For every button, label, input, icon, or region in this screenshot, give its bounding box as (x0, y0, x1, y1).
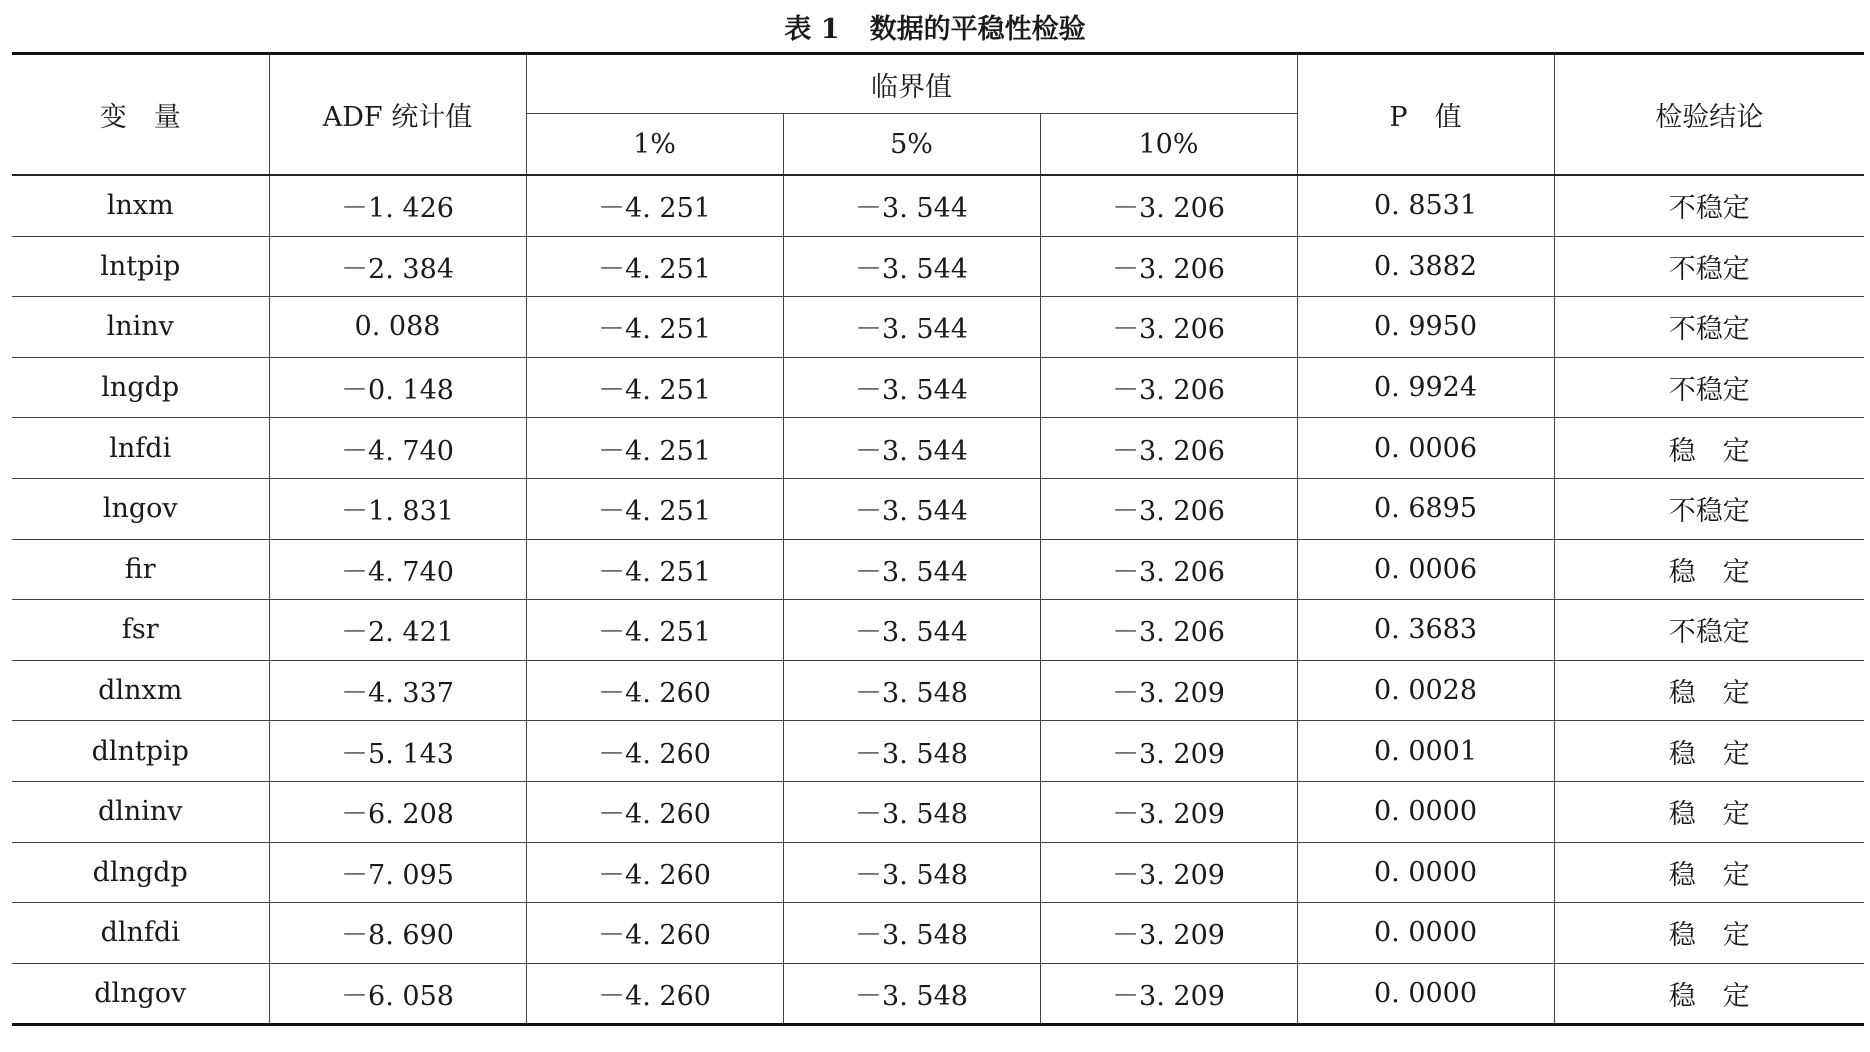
table-caption (0, 6, 1870, 46)
cell-critical-5pct: －3. 548 (783, 721, 1040, 782)
header-critical-value: 临界值 (526, 54, 1297, 114)
cell-critical-1pct: －4. 251 (526, 539, 783, 600)
cell-adf-statistic: －4. 740 (269, 539, 526, 600)
header-critical-1pct: 1% (526, 114, 783, 176)
cell-adf-statistic: －1. 426 (269, 175, 526, 236)
cell-critical-1pct: －4. 260 (526, 963, 783, 1025)
header-critical-5pct: 5% (783, 114, 1040, 176)
cell-conclusion: 稳 定 (1554, 660, 1864, 721)
cell-p-value: 0. 9924 (1297, 357, 1554, 418)
cell-adf-statistic: －1. 831 (269, 478, 526, 539)
cell-critical-5pct: －3. 544 (783, 175, 1040, 236)
cell-critical-5pct: －3. 544 (783, 357, 1040, 418)
cell-critical-10pct: －3. 206 (1040, 297, 1297, 358)
cell-conclusion: 不稳定 (1554, 357, 1864, 418)
table-row (12, 175, 1864, 236)
cell-p-value: 0. 9950 (1297, 297, 1554, 358)
table-row (12, 418, 1864, 479)
cell-critical-1pct: －4. 251 (526, 357, 783, 418)
table-row (12, 236, 1864, 297)
cell-conclusion: 不稳定 (1554, 175, 1864, 236)
table-row (12, 842, 1864, 903)
cell-critical-5pct: －3. 544 (783, 600, 1040, 661)
cell-adf-statistic: －7. 095 (269, 842, 526, 903)
cell-variable: lngdp (12, 357, 269, 418)
cell-critical-10pct: －3. 206 (1040, 175, 1297, 236)
cell-critical-5pct: －3. 548 (783, 903, 1040, 964)
cell-critical-1pct: －4. 260 (526, 660, 783, 721)
cell-variable: dlnfdi (12, 903, 269, 964)
cell-critical-1pct: －4. 251 (526, 236, 783, 297)
cell-variable: fir (12, 539, 269, 600)
cell-critical-1pct: －4. 251 (526, 297, 783, 358)
cell-p-value: 0. 0000 (1297, 842, 1554, 903)
cell-p-value: 0. 0000 (1297, 903, 1554, 964)
table-body (12, 175, 1864, 1025)
cell-critical-5pct: －3. 548 (783, 842, 1040, 903)
cell-p-value: 0. 6895 (1297, 478, 1554, 539)
cell-critical-10pct: －3. 209 (1040, 903, 1297, 964)
cell-critical-1pct: －4. 260 (526, 721, 783, 782)
header-critical-10pct: 10% (1040, 114, 1297, 176)
table-row (12, 600, 1864, 661)
cell-conclusion: 稳 定 (1554, 721, 1864, 782)
cell-critical-1pct: －4. 251 (526, 478, 783, 539)
cell-critical-5pct: －3. 544 (783, 539, 1040, 600)
table-row (12, 903, 1864, 964)
cell-p-value: 0. 0028 (1297, 660, 1554, 721)
cell-critical-5pct: －3. 544 (783, 297, 1040, 358)
cell-conclusion: 稳 定 (1554, 842, 1864, 903)
table-number: 表 1 (784, 13, 840, 45)
cell-p-value: 0. 3882 (1297, 236, 1554, 297)
cell-critical-10pct: －3. 206 (1040, 418, 1297, 479)
cell-critical-1pct: －4. 251 (526, 600, 783, 661)
cell-critical-10pct: －3. 206 (1040, 600, 1297, 661)
cell-adf-statistic: －0. 148 (269, 357, 526, 418)
cell-conclusion: 稳 定 (1554, 781, 1864, 842)
cell-variable: lntpip (12, 236, 269, 297)
cell-critical-1pct: －4. 260 (526, 842, 783, 903)
cell-conclusion: 不稳定 (1554, 236, 1864, 297)
cell-conclusion: 稳 定 (1554, 418, 1864, 479)
cell-critical-1pct: －4. 251 (526, 175, 783, 236)
cell-critical-1pct: －4. 260 (526, 781, 783, 842)
cell-adf-statistic: －4. 740 (269, 418, 526, 479)
cell-p-value: 0. 0001 (1297, 721, 1554, 782)
header-variable: 变 量 (12, 54, 269, 176)
table-row (12, 297, 1864, 358)
header-adf-statistic: ADF 统计值 (269, 54, 526, 176)
cell-adf-statistic: 0. 088 (269, 297, 526, 358)
cell-conclusion: 稳 定 (1554, 963, 1864, 1025)
cell-critical-5pct: －3. 544 (783, 478, 1040, 539)
cell-variable: dlngdp (12, 842, 269, 903)
cell-variable: dlninv (12, 781, 269, 842)
cell-critical-10pct: －3. 209 (1040, 842, 1297, 903)
cell-adf-statistic: －5. 143 (269, 721, 526, 782)
cell-p-value: 0. 0006 (1297, 539, 1554, 600)
cell-critical-1pct: －4. 251 (526, 418, 783, 479)
table-title: 数据的平稳性检验 (869, 13, 1086, 45)
cell-adf-statistic: －2. 384 (269, 236, 526, 297)
cell-critical-5pct: －3. 544 (783, 418, 1040, 479)
cell-adf-statistic: －8. 690 (269, 903, 526, 964)
cell-critical-10pct: －3. 206 (1040, 236, 1297, 297)
table-row (12, 660, 1864, 721)
cell-variable: dlngov (12, 963, 269, 1025)
cell-critical-10pct: －3. 206 (1040, 478, 1297, 539)
cell-adf-statistic: －4. 337 (269, 660, 526, 721)
cell-critical-10pct: －3. 209 (1040, 660, 1297, 721)
cell-conclusion: 稳 定 (1554, 903, 1864, 964)
stationarity-test-table (12, 52, 1864, 1026)
cell-adf-statistic: －2. 421 (269, 600, 526, 661)
cell-variable: lngov (12, 478, 269, 539)
cell-conclusion: 稳 定 (1554, 539, 1864, 600)
cell-p-value: 0. 0000 (1297, 781, 1554, 842)
cell-conclusion: 不稳定 (1554, 600, 1864, 661)
table-row (12, 781, 1864, 842)
cell-critical-10pct: －3. 209 (1040, 721, 1297, 782)
cell-variable: dlntpip (12, 721, 269, 782)
cell-critical-5pct: －3. 548 (783, 781, 1040, 842)
cell-conclusion: 不稳定 (1554, 478, 1864, 539)
table-row (12, 963, 1864, 1025)
table-row (12, 721, 1864, 782)
cell-critical-5pct: －3. 548 (783, 660, 1040, 721)
header-p-value: P 值 (1297, 54, 1554, 176)
table-row (12, 539, 1864, 600)
table-row (12, 357, 1864, 418)
cell-variable: dlnxm (12, 660, 269, 721)
cell-adf-statistic: －6. 208 (269, 781, 526, 842)
cell-p-value: 0. 0000 (1297, 963, 1554, 1025)
cell-p-value: 0. 0006 (1297, 418, 1554, 479)
cell-critical-1pct: －4. 260 (526, 903, 783, 964)
table-row (12, 478, 1864, 539)
cell-critical-10pct: －3. 209 (1040, 963, 1297, 1025)
header-conclusion: 检验结论 (1554, 54, 1864, 176)
cell-critical-10pct: －3. 206 (1040, 357, 1297, 418)
cell-adf-statistic: －6. 058 (269, 963, 526, 1025)
cell-p-value: 0. 8531 (1297, 175, 1554, 236)
cell-variable: fsr (12, 600, 269, 661)
cell-critical-10pct: －3. 209 (1040, 781, 1297, 842)
cell-conclusion: 不稳定 (1554, 297, 1864, 358)
cell-variable: lninv (12, 297, 269, 358)
cell-variable: lnfdi (12, 418, 269, 479)
cell-p-value: 0. 3683 (1297, 600, 1554, 661)
cell-critical-5pct: －3. 548 (783, 963, 1040, 1025)
cell-critical-10pct: －3. 206 (1040, 539, 1297, 600)
cell-variable: lnxm (12, 175, 269, 236)
cell-critical-5pct: －3. 544 (783, 236, 1040, 297)
